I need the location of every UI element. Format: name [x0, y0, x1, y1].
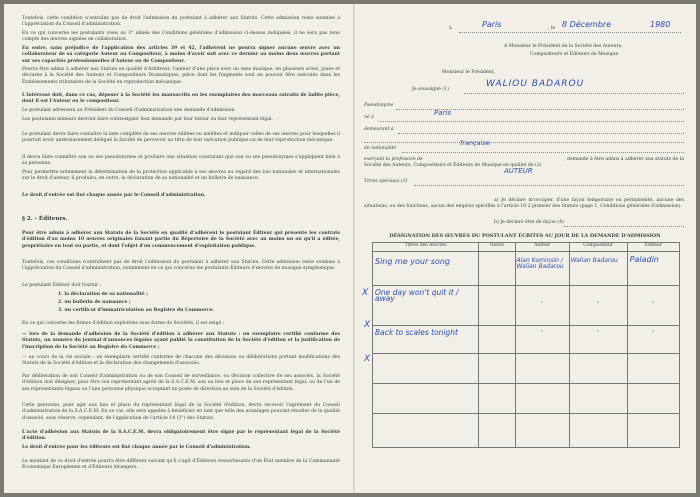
qualite-field: AUTEUR	[504, 167, 533, 175]
paragraph: En ce qui concerne les firmes d'édition exploitées sous forme de Sociétés, il est exigé :	[22, 321, 225, 326]
paragraph: Par délibération de son Conseil d'administration ou de son Conseil de surveillance, ou décision collective de ses associés, la Société d'édition doit désigner, pour être son représentant agréé de la S.A.C.E.M. son ou lieu et place de son représentant légal, ou de l'un de ses représentants légaux ou l'une personne physique acceptant un poste de direction au sein de la Société d'édition.	[22, 374, 340, 392]
work-title: Back to scales tonight	[373, 326, 479, 354]
titres-line	[414, 185, 684, 186]
name-line	[464, 93, 684, 94]
right-page	[364, 4, 684, 493]
paragraph: L'acte d'adhésion aux Statuts de la S.A.C.E.M. devra obligatoirement être signé par le représentant légal de la Société d'édition.	[22, 430, 340, 442]
work-author: Alan Kominsin / Walian Badarou	[515, 252, 569, 286]
paragraph: Pour permettre notamment la détermination de la protection applicable à ses œuvres au regard des lois nationales et internationales sur le droit d'auteur, il produira, en outre, la déclaration de sa nationalité et un bulletin de naissance.	[22, 170, 340, 182]
date-prefix: à	[449, 26, 452, 31]
work-title: Sing me your song	[373, 252, 479, 286]
ne-label: né à	[364, 115, 374, 120]
paragraph: Cette personne, pour agir aux lieu et place du représentant légal de la Société d'édition, devra recevoir l'agrément du Conseil d'administration de la S.A.C.E.M. En ce cas, elle sera appelée à bénéficier en tant que telle des avantages pouvant résulter de la qualité d'associé, sous réserve, cependant, de l'application de l'article 14 (3°) des Statuts.	[22, 403, 340, 421]
work-composer: Walian Badarou	[569, 252, 627, 286]
list-item: 3. un certificat d'immatriculation au Registre du Commerce.	[58, 308, 215, 313]
paragraph: Les postulants mineurs devront faire contresigner leur demande par leur tuteur ou leur représentant légal.	[22, 117, 273, 122]
paragraph: Toutefois, ces conditions n'entraînent pas de droit l'admission du postulant à adhérer aux Statuts. Cette admission reste soumise à l'appréciation du Conseil d'administration, notamment en ce qui concerne les postulants Éditeurs d'œuvres de musique symphonique.	[22, 260, 340, 272]
nationality-field: française	[460, 139, 490, 147]
year-field: 1980	[650, 20, 671, 29]
section-heading: § 2. - Éditeurs.	[22, 216, 68, 222]
nationalite-label: de nationalité	[364, 146, 397, 151]
list-item: 2. un bulletin de naissance ;	[58, 300, 131, 305]
paragraph: Le droit d'entrée est fixé chaque année par le Conseil d'administration.	[22, 193, 206, 198]
paragraph: Il devra faire connaître son ou ses pseudonymes et produire une situation constatant que son ou ses pseudonymes s'appliquent bien à sa personne.	[22, 155, 340, 167]
paragraph: — lors de la demande d'adhésion de la Société d'édition à adhérer aux Statuts : un exemplaire certifié conforme des Statuts, un numéro du journal d'annonces légales ayant publié la constitution de la Société d'édition et la justification de l'inscription de la Société au Registre du Commerce ;	[22, 332, 340, 350]
birth-line	[379, 121, 684, 122]
paragraph: Pour être admis à adhérer aux Statuts de la Société en qualité d'adhérent le postulant Éditeur qui présente les contrats d'édition d'au moins 10 œuvres originales faisant partie du Répertoire de la Société avec au moins un ou qu'il a éditée, propriétaire en tout ou partie, et dont l'objet d'un commencement d'exploitation publique.	[22, 231, 340, 249]
paragraph: Toutefois, cette condition n'entraîne pas de droit l'admission du postulant à adhérer aux Statuts. Cette admission reste soumise à l'appréciation du Conseil d'administration.	[22, 16, 340, 28]
address-field-line-2	[364, 142, 684, 143]
paragraph: Le postulant Éditeur doit fournir :	[22, 283, 102, 288]
date-field: 8 Décembre	[562, 20, 612, 29]
check-mark-icon: X	[364, 320, 371, 330]
address-field-line	[398, 133, 684, 134]
paragraph: Le montant de ce droit d'entrée pourra être différent suivant qu'il s'agit d'Éditeurs ressortissants d'un État membre de la Communauté Économique Européenne et d'Éditeurs étrangers.	[22, 459, 340, 471]
address-line: Compositeurs et Éditeurs de Musique	[530, 52, 619, 57]
paragraph: L'intéressé doit, dans ce cas, déposer à la Société les manuscrits ou les exemplaires des morceaux extraits de ladite pièce, dont il est l'Auteur ou le compositeur.	[22, 93, 340, 105]
address-line: A Monsieur le Président de la Société des Auteurs,	[504, 44, 623, 49]
table-row	[373, 354, 680, 384]
works-table	[372, 242, 680, 448]
nationality-line	[402, 152, 684, 153]
birthplace-field: Paris	[434, 109, 451, 117]
undersigned-name: WALIOU BADAROU	[486, 79, 585, 89]
demande-text: , demande à être admis à adhérer aux statuts de la Société des Auteurs, Compositeurs et Éditeurs de Musique en qualité de (2)	[364, 157, 684, 169]
demeurant-label: demeurant à	[364, 127, 394, 132]
date-le: , le	[548, 26, 556, 31]
header-editor: Éditeur	[627, 243, 679, 252]
table-row	[373, 326, 680, 354]
table-row	[373, 384, 680, 414]
paragraph: En outre, sans préjudice de l'application des articles 39 et 42, l'adhérent ne pourra signer aucune œuvre avec un collaborateur de sa catégorie Auteur ou Compositeur, à moins d'avoir soit avec ce dernier au moins deux œuvres portant sur ses capacités professionnelles d'Auteur ou de Compositeur.	[22, 46, 340, 64]
document-spread	[4, 4, 696, 493]
work-genre	[479, 252, 515, 286]
work-composer: "	[569, 326, 627, 354]
work-author: "	[515, 286, 569, 326]
paragraph: Le postulant devra faire connaître la liste complète de ses œuvres éditées ou inédites et indiquer celles de ses œuvres pour lesquelles il pourrait avoir antérieurement délégué la faculté de percevoir au titre de leur exécution publique ou de leur reproduction mécanique.	[22, 132, 340, 144]
page-fold	[353, 4, 355, 493]
left-page	[22, 4, 340, 493]
check-mark-icon: X	[362, 288, 369, 298]
work-author: "	[515, 326, 569, 354]
work-editor: Paladin	[627, 252, 679, 286]
salutation: Monsieur le Président,	[442, 70, 495, 75]
work-editor: "	[627, 326, 679, 354]
check-mark-icon: X	[364, 354, 371, 364]
header-author: Auteur	[515, 243, 569, 252]
table-title: DÉSIGNATION DES ŒUVRES DU POSTULANT ÉCRITES AU JOUR DE LA DEMANDE D'ADMISSION	[389, 233, 661, 239]
date-line	[459, 32, 681, 33]
profession-label: exerçant la profession de	[364, 157, 423, 162]
table-row	[373, 252, 680, 286]
work-editor: "	[627, 286, 679, 326]
header-composer: Compositeur	[569, 243, 627, 252]
paragraph: — au cours de la vie sociale : un exemplaire certifié conforme de chacune des décisions ou délibérations portant modifications des Statuts de la Société d'édition et la déclaration des changements d'associés.	[22, 355, 340, 367]
table-row	[373, 414, 680, 448]
paragraph: Le postulant adressera au Président du Conseil d'administration une demande d'admission.	[22, 108, 236, 113]
list-item: 1. la déclaration de sa nationalité ;	[58, 292, 148, 297]
header-title: Titres des œuvres	[373, 243, 479, 252]
work-genre	[479, 286, 515, 326]
place-field: Paris	[482, 20, 502, 29]
clause-a: a) Je déclare m'occuper, d'une façon temporaire ou permanente, aucune des situations, ou des fonctions, aucun des emplois spécifiés à l'article 10 2 premier des Statuts (page 1, Conditions générales d'admission).	[364, 198, 684, 210]
work-title: One day won't quit it / away	[373, 286, 479, 326]
header-genre: Genre	[479, 243, 515, 252]
clause-b-line	[564, 226, 684, 227]
paragraph: En ce qui concerne les postulants visés au 3° alinéa des Conditions générales d'admission ci-dessus indiquées, il ne sera pas tenu compte des œuvres signées en collaboration.	[22, 31, 340, 43]
titres-label: Titres spéciaux (3)	[364, 179, 408, 184]
work-composer: "	[569, 286, 627, 326]
paragraph: Pourra être admis à adhérer aux Statuts en qualité d'Arbitreur, l'auteur d'une pièce avec un sens musique, en plusieurs actes, jouée et déclarée à la Société des Auteurs et Compositeurs Dramatiques, pièce dont les fragments sont en pouvoir être exécutés dans les Établissements tributaires de la Société en reproduction mécanique.	[22, 67, 340, 85]
paragraph: Le droit d'entrée pour les éditeurs est fixé chaque année par le Conseil d'administration.	[22, 445, 251, 450]
table-row	[373, 286, 680, 326]
work-genre	[479, 326, 515, 354]
undersigned-label: Je soussigné (1)	[412, 87, 449, 92]
pseudonyme-label: Pseudonyme	[364, 103, 394, 108]
clause-b: b) Je déclare être de façon (4)	[494, 220, 564, 225]
